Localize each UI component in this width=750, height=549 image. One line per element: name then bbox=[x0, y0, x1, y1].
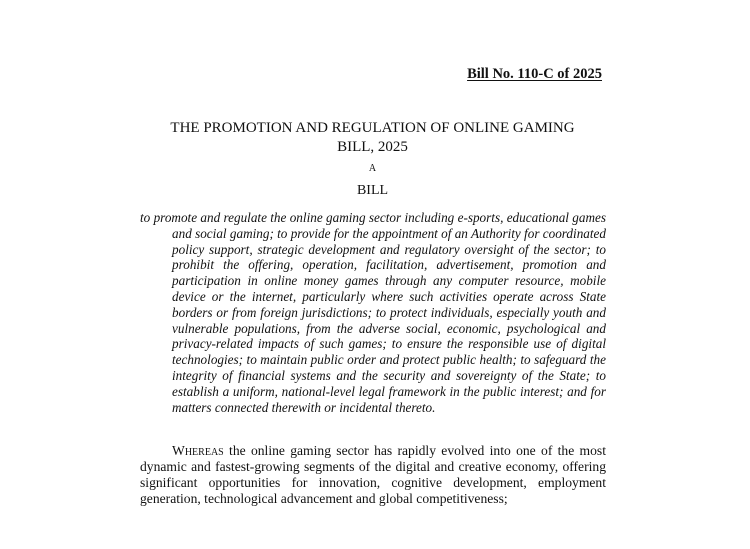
bill-heading: BILL bbox=[356, 183, 389, 198]
whereas-text: the online gaming sector has rapidly evolved into one of the most dynamic and fastest-growing segments of the digital and creative economy, offering significant opportunities for innovation, cognitive development, employment generation, technological advancement and global competitiveness; bbox=[140, 443, 606, 506]
bill-title-line-1: THE PROMOTION AND REGULATION OF ONLINE GAMING bbox=[170, 120, 575, 136]
article-label: A bbox=[368, 163, 377, 174]
whereas-paragraph bbox=[140, 443, 606, 507]
bill-title bbox=[100, 119, 645, 157]
bill-title-line-2: BILL, 2025 bbox=[337, 139, 408, 155]
whereas-lead: Whereas bbox=[172, 443, 224, 458]
preamble-paragraph: to promote and regulate the online gaming sector including e-sports, educational games and social gaming; to provide for the appointment of an Authority for coordinated policy support, strategic development and regulatory oversight of the sector; to prohibit the offering, operation, facilitation, advertisement, promotion and participation in online money games through any computer resource, mobile device or the internet, particularly where such activities operate across State borders or from foreign jurisdictions; to protect individuals, especially youth and vulnerable populations, from the adverse social, economic, psychological and privacy-related impacts of such games; to ensure the responsible use of digital technologies; to maintain public order and protect public health; to safeguard the integrity of financial systems and the security and sovereignty of the State; to establish a uniform, national-level legal framework in the public interest; and for matters connected therewith or incidental thereto. bbox=[140, 210, 606, 415]
bill-number: Bill No. 110-C of 2025 bbox=[467, 66, 602, 82]
